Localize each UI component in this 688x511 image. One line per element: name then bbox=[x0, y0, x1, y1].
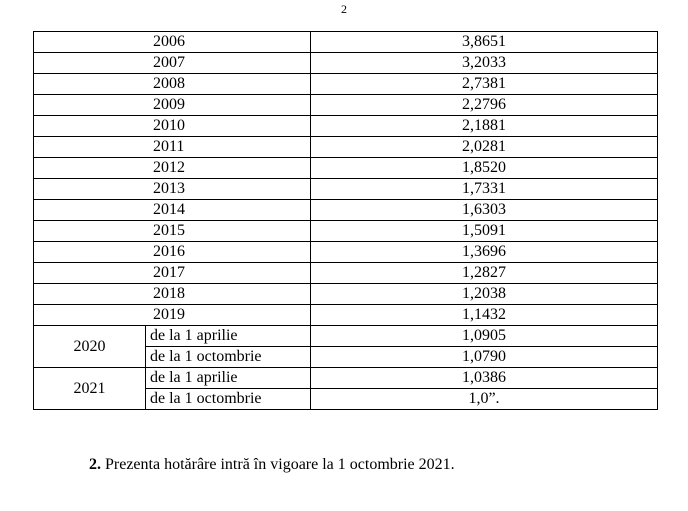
group-year-cell: 2021 bbox=[34, 368, 146, 410]
table-row bbox=[34, 32, 658, 53]
value-cell: 1,6303 bbox=[311, 200, 658, 221]
year-cell: 2010 bbox=[34, 116, 311, 137]
footer-article-number: 2. bbox=[89, 456, 101, 473]
year-cell: 2015 bbox=[34, 221, 311, 242]
year-cell: 2006 bbox=[34, 32, 311, 53]
year-cell: 2016 bbox=[34, 242, 311, 263]
value-cell: 3,8651 bbox=[311, 32, 658, 53]
value-cell: 2,0281 bbox=[311, 137, 658, 158]
period-cell: de la 1 aprilie bbox=[146, 326, 311, 347]
period-cell: de la 1 octombrie bbox=[146, 389, 311, 410]
table-row bbox=[34, 284, 658, 305]
table-row bbox=[34, 137, 658, 158]
year-cell: 2007 bbox=[34, 53, 311, 74]
value-cell: 1,1432 bbox=[311, 305, 658, 326]
year-cell: 2013 bbox=[34, 179, 311, 200]
footer-paragraph bbox=[89, 455, 455, 475]
value-cell: 1,2827 bbox=[311, 263, 658, 284]
table-row bbox=[34, 263, 658, 284]
value-cell: 1,0386 bbox=[311, 368, 658, 389]
value-cell: 1,0”. bbox=[311, 389, 658, 410]
value-cell: 2,7381 bbox=[311, 74, 658, 95]
year-cell: 2014 bbox=[34, 200, 311, 221]
value-cell: 1,5091 bbox=[311, 221, 658, 242]
table-row bbox=[34, 53, 658, 74]
value-cell: 1,0905 bbox=[311, 326, 658, 347]
table-row bbox=[34, 74, 658, 95]
value-cell: 1,3696 bbox=[311, 242, 658, 263]
value-cell: 3,2033 bbox=[311, 53, 658, 74]
page-number: 2 bbox=[341, 2, 347, 16]
year-cell: 2011 bbox=[34, 137, 311, 158]
group-year-cell: 2020 bbox=[34, 326, 146, 368]
table-row bbox=[34, 200, 658, 221]
value-cell: 2,2796 bbox=[311, 95, 658, 116]
table-row bbox=[34, 305, 658, 326]
year-cell: 2008 bbox=[34, 74, 311, 95]
table-row bbox=[34, 95, 658, 116]
coefficients-table bbox=[33, 31, 658, 410]
year-cell: 2018 bbox=[34, 284, 311, 305]
table-row bbox=[34, 326, 658, 347]
value-cell: 1,7331 bbox=[311, 179, 658, 200]
table-row bbox=[34, 116, 658, 137]
year-cell: 2019 bbox=[34, 305, 311, 326]
value-cell: 2,1881 bbox=[311, 116, 658, 137]
year-cell: 2012 bbox=[34, 158, 311, 179]
footer-article-text: Prezenta hotărâre intră în vigoare la 1 octombrie 2021. bbox=[101, 456, 455, 473]
value-cell: 1,0790 bbox=[311, 347, 658, 368]
year-cell: 2017 bbox=[34, 263, 311, 284]
table-row bbox=[34, 158, 658, 179]
table-row bbox=[34, 368, 658, 389]
year-cell: 2009 bbox=[34, 95, 311, 116]
table-row bbox=[34, 242, 658, 263]
value-cell: 1,8520 bbox=[311, 158, 658, 179]
table-row bbox=[34, 179, 658, 200]
period-cell: de la 1 aprilie bbox=[146, 368, 311, 389]
value-cell: 1,2038 bbox=[311, 284, 658, 305]
table-row bbox=[34, 221, 658, 242]
period-cell: de la 1 octombrie bbox=[146, 347, 311, 368]
